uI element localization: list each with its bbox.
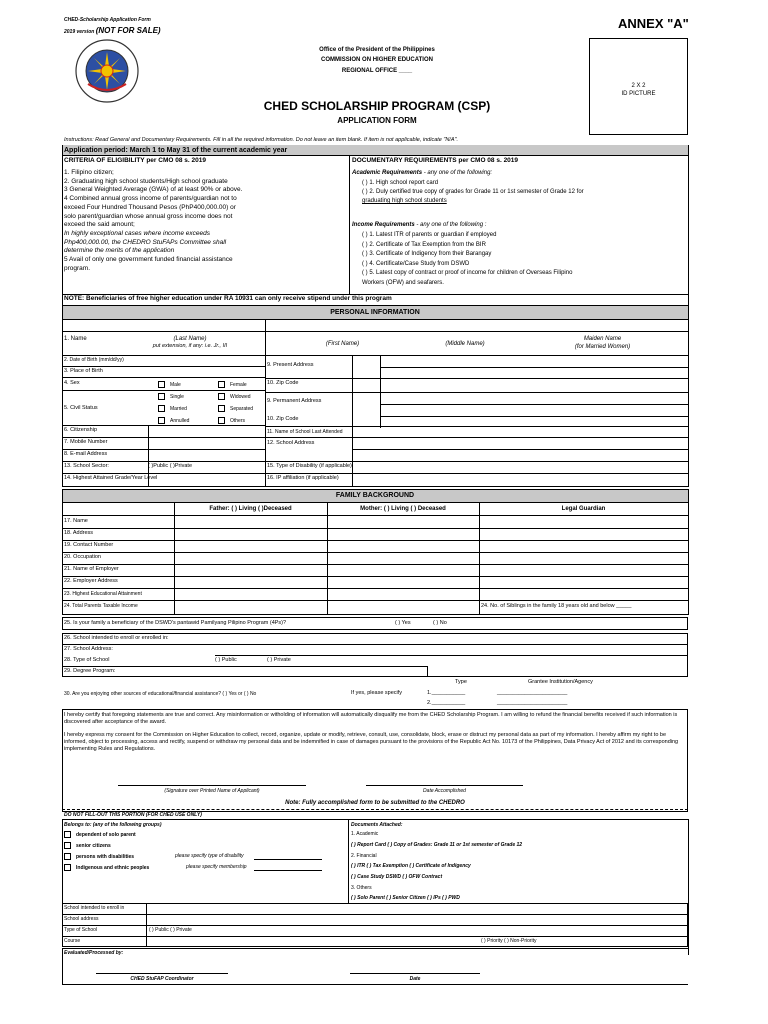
civil-others-option[interactable]: Others <box>218 417 245 424</box>
annex-label: ANNEX "A" <box>618 16 689 31</box>
q26-label: 26. School intended to enroll or enrolled in: <box>64 635 169 641</box>
docs-others-options[interactable]: ( ) Solo Parent ( ) Senior Citizen ( ) IPs ( ) PWD <box>351 895 460 901</box>
middle-name-label: (Middle Name) <box>445 341 485 347</box>
siblings-label: 24. No. of Siblings in the family 18 years old and below _____ <box>481 603 632 609</box>
civil-widowed-option[interactable]: Widowed <box>218 393 251 400</box>
citizenship-label: 6. Citizenship <box>64 427 98 433</box>
grantee-1[interactable]: _______________________ <box>497 690 568 696</box>
school-sector-options[interactable]: ( )Public ( )Private <box>148 463 193 469</box>
assistance-type-2[interactable]: 2.___________ <box>427 700 466 706</box>
certification-text: I hereby certify that foregoing statements are true and correct. Any misinformation or witholding of information will automatically disqualify me from the CHED Scholarship Program. I am willing to refund the financial benefits received if such information is discovered after acceptance of the award. <box>64 712 678 725</box>
form-version: 2019 version (NOT FOR SALE) <box>64 26 161 35</box>
school-sector-label: 13. School Sector: <box>64 463 109 469</box>
page-subtitle: APPLICATION FORM <box>337 116 417 125</box>
office-line-2: COMMISSION ON HIGHER EDUCATION <box>321 57 433 63</box>
mother-column-header: Mother: ( ) Living ( ) Deceased <box>360 506 446 512</box>
school-private-option[interactable]: ( ) Private <box>267 657 291 663</box>
consent-text: I hereby express my consent for the Commission on Higher Education to collect, record, organize, update or modify, retrieve, consult, use, consolidate, block, erase or distruct my personal data as part of my information. I hereby affirm my right to be informed, object to processing, access and rectify, suspend or withdraw my personal data and be indemnified in case of damages pursuant to the provisions of the Republic Act No. 10173 of the Philippines, Data Privacy Act of 2012 and its corresponding implementing Rules and Regulations. <box>64 732 679 752</box>
email-label: 8. E-mail Address <box>64 451 108 457</box>
disability-hint: please specify type of disability <box>175 853 244 859</box>
personal-info-heading: PERSONAL INFORMATION <box>330 309 420 316</box>
ra-note: NOTE: Beneficiaries of free higher education under RA 10931 can only receive stipend under this program <box>64 295 392 302</box>
q25-label: 25. Is your family a beneficiary of the DSWD's pantawid Pamilyang Pilipino Program (4Ps)? <box>64 620 287 626</box>
present-address-label: 9. Present Address <box>267 362 314 368</box>
last-name-hint: put extension, if any: i.e. Jr., III <box>152 343 228 349</box>
disability-label: 15. Type of Disability (if applicable) <box>267 463 352 469</box>
income-list: ( ) 1. Latest ITR of parents or guardian if employed ( ) 2. Certificate of Tax Exemption from the BIR ( ) 3. Certificate of Indigency from their Barangay ( ) 4. Certificate/Case Study from DSWD ( ) 5. Latest copy of contract or proof of income for children of Overseas Filipino Workers (OFW) and seafarers. <box>362 232 573 286</box>
permanent-address-label: 9. Permanent Address <box>267 398 322 404</box>
q29-label: 29. Degree Program: <box>64 668 116 674</box>
family-employer-label: 21. Name of Employer <box>64 566 119 572</box>
dob-label: 2. Date of Birth (mm/dd/yy) <box>64 357 124 363</box>
docs-academic-options[interactable]: ( ) Report Card ( ) Copy of Grades: Grade 11 or 1st semester of Grade 12 <box>351 842 523 848</box>
application-period: Application period: March 1 to May 31 of the current academic year <box>64 147 288 154</box>
grantee-2[interactable]: _______________________ <box>497 700 568 706</box>
office-school-intended-label: School intended to enroll in <box>64 905 125 911</box>
office-line-1: Office of the President of the Philippines <box>319 47 435 53</box>
zip-code-label-2: 10. Zip Code <box>267 416 299 422</box>
school-public-option[interactable]: ( ) Public <box>215 657 237 663</box>
page-title: CHED SCHOLARSHIP PROGRAM (CSP) <box>263 99 491 113</box>
group-senior-citizens[interactable]: senior citizens <box>64 842 111 849</box>
group-solo-parent[interactable]: dependent of solo parent <box>64 831 136 838</box>
belongs-heading: Belongs to: (any of the following groups) <box>64 822 162 828</box>
family-contact-label: 19. Contact Number <box>64 542 114 548</box>
office-course-priority-options[interactable]: ( ) Priority ( ) Non-Priority <box>481 938 537 944</box>
criteria-heading: CRITERIA OF ELIGIBILITY per CMO 08 s. 2019 <box>64 157 206 164</box>
q25-yes-option[interactable]: ( ) Yes <box>395 620 411 626</box>
group-pwd[interactable]: persons with disabilities <box>64 853 134 860</box>
grantee-header: Grantee Institution/Agency <box>528 679 593 685</box>
pob-label: 3. Place of Birth <box>64 368 103 374</box>
membership-hint: please specify membership <box>186 864 247 870</box>
office-use-heading: DO NOT FILL-OUT THIS PORTION (FOR CHED USE ONLY) <box>64 812 202 818</box>
docs-financial-options-2[interactable]: ( ) Case Study DSWD ( ) OFW Contract <box>351 874 443 880</box>
office-line-3: REGIONAL OFFICE ____ <box>341 68 413 74</box>
zip-code-label-1: 10. Zip Code <box>267 380 299 386</box>
id-picture-box[interactable]: 2 X 2 ID PICTURE <box>589 38 688 135</box>
q28-label: 28. Type of School <box>64 657 110 663</box>
civil-married-option[interactable]: Married <box>158 405 187 412</box>
mobile-label: 7. Mobile Number <box>64 439 108 445</box>
office-school-type-options[interactable]: ( ) Public ( ) Private <box>149 927 192 933</box>
office-school-address-label: School address <box>64 916 99 922</box>
office-school-type-label: Type of School <box>64 927 98 933</box>
docs-academic-label: 1. Academic <box>351 831 379 837</box>
evaluated-label: Evaluated/Processed by: <box>64 950 124 956</box>
last-school-label: 11. Name of School Last Attended <box>267 429 343 435</box>
q25-no-option[interactable]: ( ) No <box>433 620 447 626</box>
family-background-heading: FAMILY BACKGROUND <box>335 492 415 499</box>
coordinator-label: CHED StuFAP Coordinator <box>130 976 194 982</box>
sex-label: 4. Sex <box>64 380 80 386</box>
income-heading: Income Requirements - any one of the following : <box>352 222 487 228</box>
office-date-label: Date <box>409 976 421 982</box>
docs-heading: DOCUMENTARY REQUIREMENTS per CMO 08 s. 2019 <box>352 157 519 164</box>
civil-status-label: 5. Civil Status <box>64 405 98 411</box>
assistance-type-1[interactable]: 1.___________ <box>427 690 466 696</box>
group-indigenous[interactable]: Indigenous and ethnic peoples <box>64 864 149 871</box>
sex-male-option[interactable]: Male <box>158 381 181 388</box>
ched-seal-logo <box>74 38 140 104</box>
first-name-label: (First Name) <box>325 341 360 347</box>
maiden-name-label: Maiden Name <box>583 336 622 342</box>
guardian-column-header: Legal Guardian <box>561 506 606 512</box>
date-accomplished-label: Date Accomplished <box>423 788 466 794</box>
q30-label: 30. Are you enjoying other sources of educational/financial assistance? ( ) Yes or ( ) No <box>64 691 257 697</box>
if-yes-label: If yes, please specify <box>351 690 403 696</box>
ip-affiliation-label: 16. IP affiliation (if applicable) <box>267 475 339 481</box>
signature-label: (Signature over Printed Name of Applicant) <box>164 788 260 794</box>
family-name-label: 17. Name <box>64 518 88 524</box>
docs-financial-label: 2. Financial <box>351 853 377 859</box>
documents-attached-heading: Documents Attached: <box>351 822 403 828</box>
family-education-label: 23. Highest Educational Attainment <box>64 591 142 597</box>
academic-list: ( ) 1. High school report card ( ) 2. Duly certified true copy of grades for Grade 11 or 1st semester of Grade 12 for graduating high school students <box>362 180 584 204</box>
sex-female-option[interactable]: Female <box>218 381 247 388</box>
civil-separated-option[interactable]: Separated <box>218 405 253 412</box>
office-course-label: Course <box>64 938 81 944</box>
assistance-type-header: Type <box>455 679 467 685</box>
criteria-list: 1. Filipino citizen; 2. Graduating high school students/High school graduate 3 General Weighted Average (GWA) of at least 90% or above. 4 Combined annual gross income of parents/guardian not to exceed Four Hundred Thousand Pesos (PhP400,000.00) or solo parent/guardian whose annual gross income does not exceed the said amount; In highly exceptional cases where income exceeds Php400,000.00, the CHEDRO StuFAPs Committee shall determine the merits of the application 5 Avail of only one government funded financial assistance program. <box>64 169 243 272</box>
family-address-label: 18. Address <box>64 530 94 536</box>
q27-label: 27. School Address: <box>64 646 113 652</box>
name-label: 1. Name <box>64 336 87 342</box>
form-name: CHED-Scholarship Application Form <box>64 17 151 23</box>
last-name-label: (Last Name) <box>173 336 207 342</box>
docs-others-label: 3. Others <box>351 885 372 891</box>
family-income-label: 24. Total Parents Taxable Income <box>64 603 138 609</box>
family-employer-address-label: 22. Employer Address <box>64 578 118 584</box>
civil-single-option[interactable]: Single <box>158 393 184 400</box>
submission-note: Note: Fully accomplished form to be submitted to the CHEDRO <box>285 800 465 806</box>
grade-level-label: 14. Highest Attained Grade/Year Level <box>64 475 158 481</box>
school-address-label: 12. School Address <box>267 440 315 446</box>
academic-heading: Academic Requirements - any one of the following: <box>352 170 493 176</box>
maiden-name-hint: (for Married Women) <box>574 344 631 350</box>
father-column-header: Father: ( ) Living ( )Deceased <box>209 506 292 512</box>
family-occupation-label: 20. Occupation <box>64 554 101 560</box>
docs-financial-options-1[interactable]: ( ) ITR ( ) Tax Exemption ( ) Certificate of Indigency <box>351 863 471 869</box>
civil-annulled-option[interactable]: Annulled <box>158 417 189 424</box>
instructions: Instructions: Read General and Documentary Requirements. Fill in all the required information. Do not leave an item blank. If item is not applicable, indicate "N/A". <box>64 137 458 143</box>
